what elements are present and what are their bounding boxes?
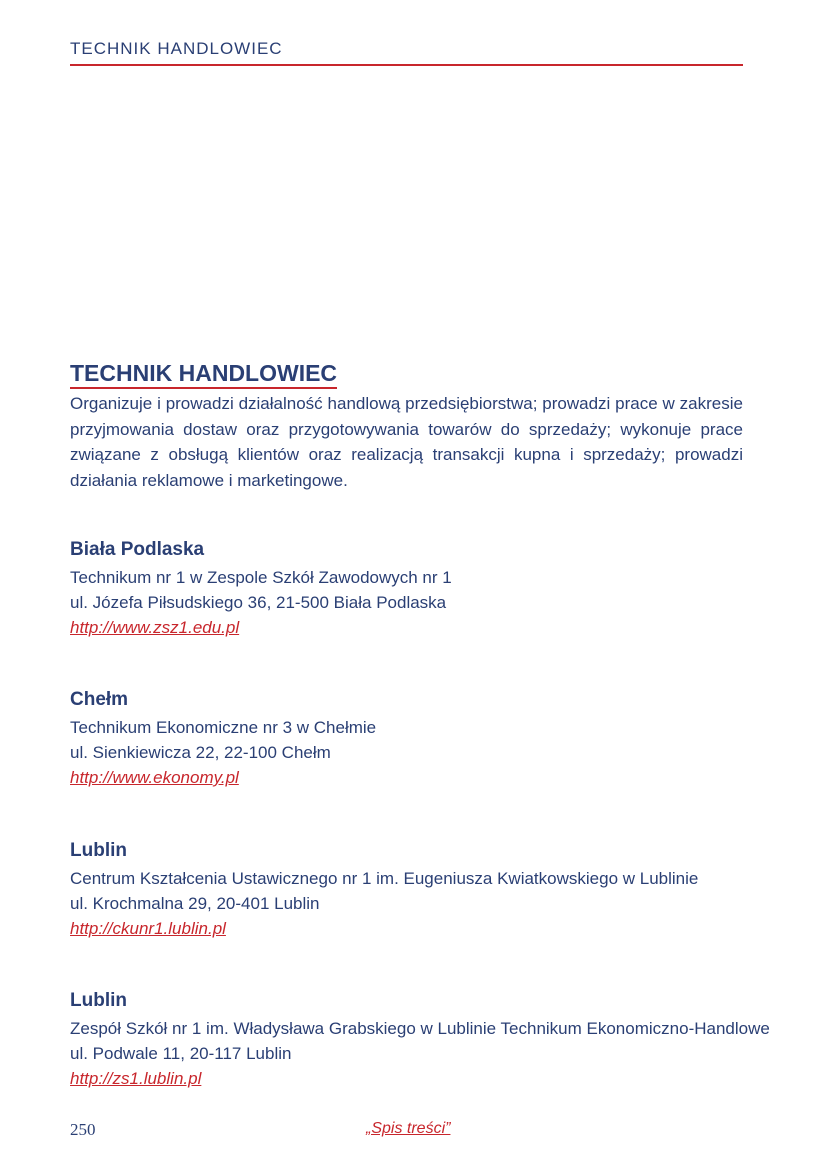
entry-city: Biała Podlaska xyxy=(70,539,205,560)
school-entry xyxy=(70,839,750,941)
section-title: TECHNIK HANDLOWIEC xyxy=(70,360,337,389)
entry-address: ul. Krochmalna 29, 20-401 Lublin xyxy=(70,894,320,913)
entry-city: Lublin xyxy=(70,840,127,861)
school-entry xyxy=(70,688,750,790)
entry-city: Chełm xyxy=(70,689,129,710)
school-entry xyxy=(70,989,770,1091)
running-header: TECHNIK HANDLOWIEC xyxy=(70,39,283,58)
entry-website-link[interactable]: http://www.zsz1.edu.pl xyxy=(70,618,240,637)
entry-school-name: Technikum Ekonomiczne nr 3 w Chełmie xyxy=(70,718,377,737)
entry-website-link[interactable]: http://zs1.lublin.pl xyxy=(70,1069,202,1088)
entry-school-name: Centrum Kształcenia Ustawicznego nr 1 im. Eugeniusza Kwiatkowskiego w Lublinie xyxy=(70,869,699,888)
entry-address: ul. Podwale 11, 20-117 Lublin xyxy=(70,1044,292,1063)
entry-city: Lublin xyxy=(70,990,127,1011)
entry-address: ul. Józefa Piłsudskiego 36, 21-500 Biała Podlaska xyxy=(70,593,447,612)
entry-website-link[interactable]: http://ckunr1.lublin.pl xyxy=(70,919,226,938)
page-number: 250 xyxy=(70,1120,96,1139)
entry-address: ul. Sienkiewicza 22, 22-100 Chełm xyxy=(70,743,331,762)
header-rule xyxy=(70,64,743,66)
school-entry xyxy=(70,538,750,640)
table-of-contents-link[interactable]: „Spis treści” xyxy=(366,1120,451,1137)
occupation-section xyxy=(70,360,743,493)
entry-school-name: Technikum nr 1 w Zespole Szkół Zawodowych nr 1 xyxy=(70,568,452,587)
entry-school-name: Zespół Szkół nr 1 im. Władysława Grabskiego w Lublinie Technikum Ekonomiczno-Handlowe xyxy=(70,1019,770,1038)
section-description: Organizuje i prowadzi działalność handlową przedsiębiorstwa; prowadzi prace w zakresie przyjmowania dostaw oraz przygotowywania towarów do sprzedaży; wykonuje prace związane z obsługą klientów oraz realizacją transakcji kupna i sprzedaży; prowadzi działania reklamowe i marketingowe. xyxy=(70,394,743,490)
entry-website-link[interactable]: http://www.ekonomy.pl xyxy=(70,768,239,787)
